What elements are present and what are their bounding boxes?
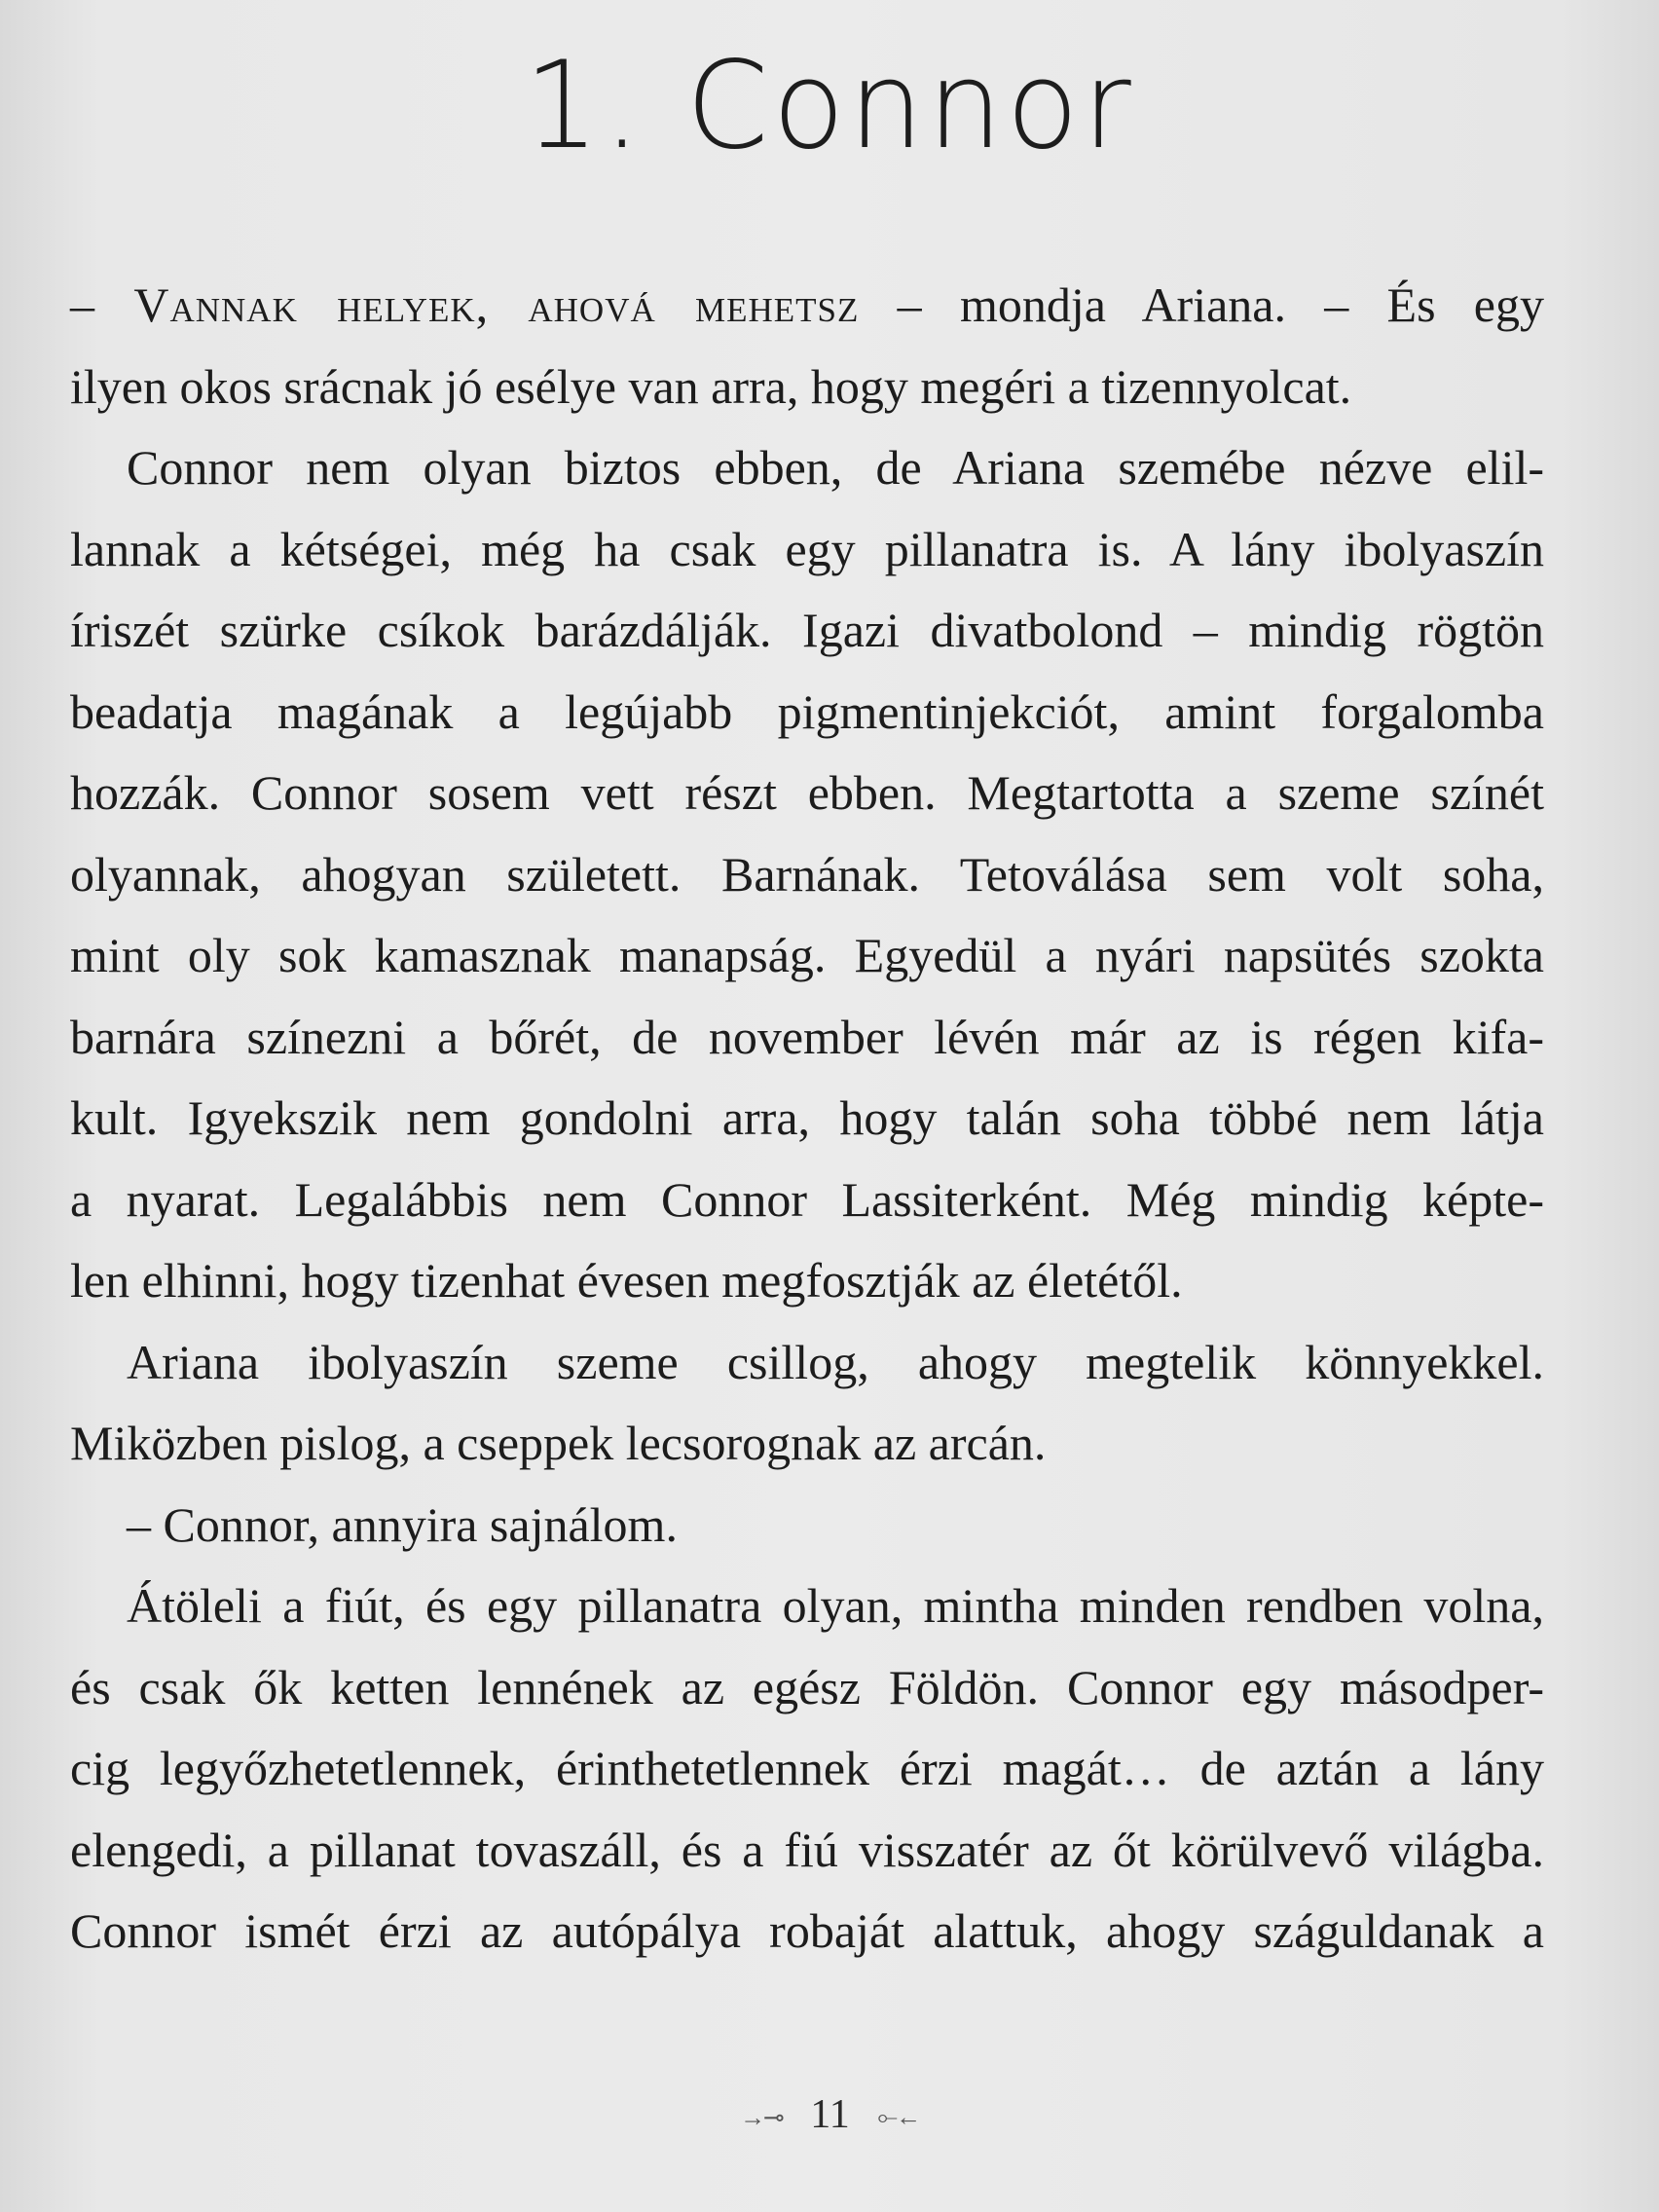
text-line-18: és csak ők ketten lennének az egész Földön. Connor egy másodper- — [70, 1659, 1544, 1714]
text-line-19: cig legyőzhetetlennek, érinthetetlennek érzi magát… de aztán a lány — [70, 1741, 1544, 1795]
text-line-4: lannak a kétségei, még ha csak egy pillanatra is. A lány ibolyaszín — [70, 521, 1544, 576]
text-line-16: – Connor, annyira sajnálom. — [127, 1496, 678, 1552]
page-footer — [0, 2091, 1659, 2138]
text-line-12: a nyarat. Legalábbis nem Connor Lassiterként. Még mindig képte- — [70, 1171, 1544, 1227]
left-flourish-icon: →⊸ — [739, 2103, 783, 2132]
text-line-2: ilyen okos srácnak jó esélye van arra, hogy megéri a tizennyolcat. — [70, 358, 1352, 414]
text-line-14: Ariana ibolyaszín szeme csillog, ahogy megtelik könnyekkel. — [127, 1334, 1544, 1389]
text-line-7: hozzák. Connor sosem vett részt ebben. Megtartotta a szeme színét — [70, 765, 1544, 820]
dialogue-opening-small-caps: – Vannak helyek, ahová mehetsz — [70, 277, 860, 332]
text-line-15: Miközben pislog, a cseppek lecsorognak az arcán. — [70, 1416, 1047, 1470]
right-flourish-icon: ⟜← — [877, 2102, 920, 2131]
text-line-21: Connor ismét érzi az autópálya robaját alattuk, ahogy száguldanak a — [70, 1903, 1544, 1958]
text-line-3: Connor nem olyan biztos ebben, de Ariana szemébe nézve elil- — [127, 440, 1544, 495]
text-line-9: mint oly sok kamasznak manapság. Egyedül a nyári napsütés szokta — [70, 928, 1544, 982]
text-line-1 — [70, 265, 1544, 347]
text-line-5: íriszét szürke csíkok barázdálják. Igazi divatbolond – mindig rögtön — [70, 603, 1544, 657]
text-line-6: beadatja magának a legújabb pigmentinjekciót, amint forgalomba — [70, 683, 1544, 739]
text-line-10: barnára színezni a bőrét, de november lévén már az is régen kifa- — [70, 1009, 1544, 1064]
text-line-13: len elhinni, hogy tizenhat évesen megfosztják az életétől. — [70, 1253, 1183, 1308]
text-line-11: kult. Igyekszik nem gondolni arra, hogy talán soha többé nem látja — [70, 1090, 1544, 1145]
chapter-title: 1. Connor — [524, 36, 1135, 176]
dialogue-opening-rest: – mondja Ariana. – És egy — [859, 277, 1544, 332]
text-line-17: Átöleli a fiút, és egy pillanatra olyan, mintha minden rendben volna, — [127, 1578, 1544, 1633]
page-number: 11 — [810, 2092, 850, 2137]
text-line-8: olyannak, ahogyan született. Barnának. Tetoválása sem volt soha, — [70, 846, 1544, 902]
text-line-20: elengedi, a pillanat tovaszáll, és a fiú visszatér az őt körülvevő világba. — [70, 1822, 1544, 1877]
body-text — [70, 265, 1544, 1972]
